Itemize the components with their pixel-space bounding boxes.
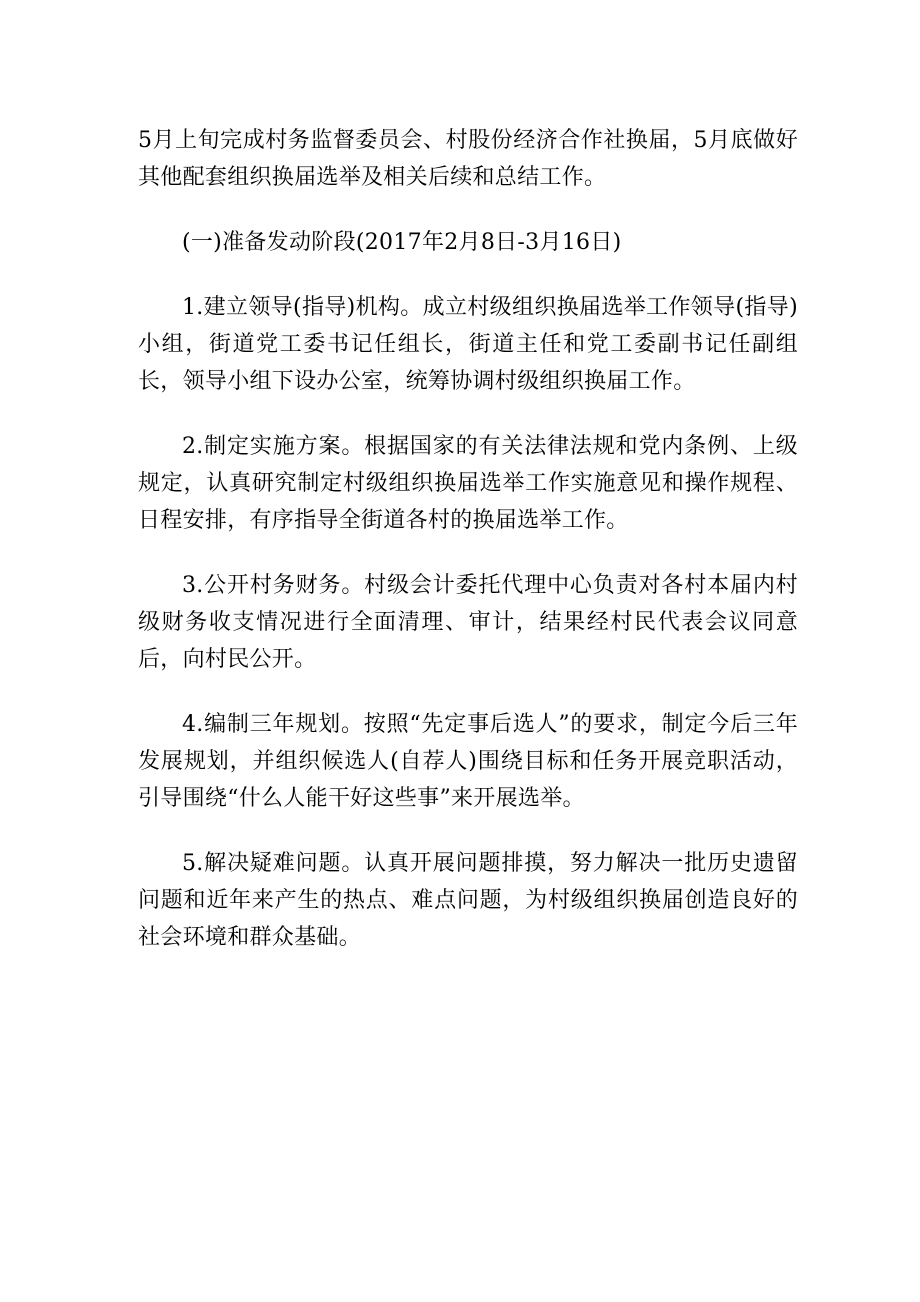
section-heading-preparation-stage: (一)准备发动阶段(2017年2月8日-3月16日) bbox=[182, 230, 622, 255]
paragraph-continuation: 5月上旬完成村务监督委员会、村股份经济合作社换届，5月底做好其他配套组织换届选举及相关后续和总结工作。 bbox=[138, 128, 798, 190]
paragraph-item-5: 5.解决疑难问题。认真开展问题排摸，努力解决一批历史遗留问题和近年来产生的热点、难点问题，为村级组织换届创造良好的社会环境和群众基础。 bbox=[138, 851, 798, 950]
paragraph-item-3: 3.公开村务财务。村级会计委托代理中心负责对各村本届内村级财务收支情况进行全面清理、审计，结果经村民代表会议同意后，向村民公开。 bbox=[138, 573, 798, 672]
document-body bbox=[138, 122, 798, 984]
paragraph-item-2: 2.制定实施方案。根据国家的有关法律法规和党内条例、上级规定，认真研究制定村级组织换届选举工作实施意见和操作规程、日程安排，有序指导全街道各村的换届选举工作。 bbox=[138, 434, 798, 533]
paragraph-item-4: 4.编制三年规划。按照“先定事后选人”的要求，制定今后三年发展规划，并组织候选人(自荐人)围绕目标和任务开展竞职活动，引导围绕“什么人能干好这些事”来开展选举。 bbox=[138, 712, 798, 811]
paragraph-item-1: 1.建立领导(指导)机构。成立村级组织换届选举工作领导(指导)小组，街道党工委书记任组长，街道主任和党工委副书记任副组长，领导小组下设办公室，统筹协调村级组织换届工作。 bbox=[138, 295, 798, 394]
